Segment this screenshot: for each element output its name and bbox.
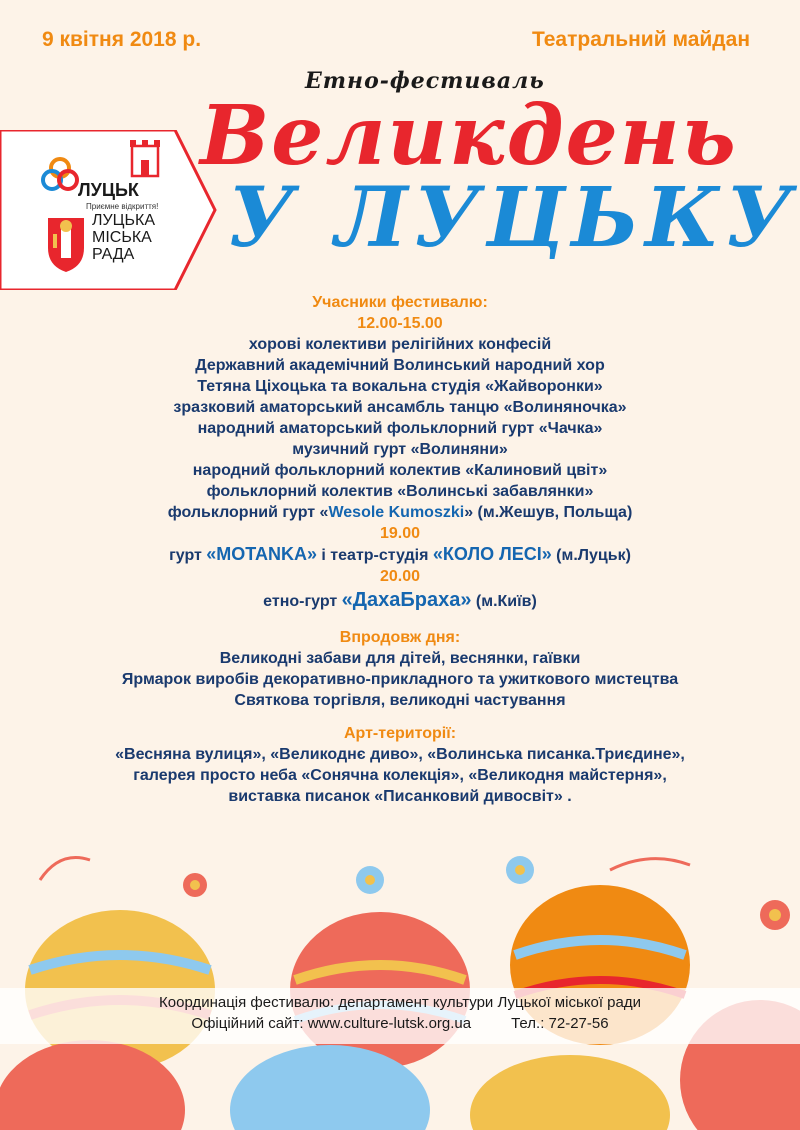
flower-icon <box>356 866 384 894</box>
flower-icon <box>183 873 207 897</box>
event-date: 9 квітня 2018 р. <box>42 28 202 51</box>
text-part: етно-гурт <box>263 593 342 610</box>
evening-line-19 <box>0 544 800 566</box>
band-name: «ДахаБраха» <box>341 589 472 611</box>
council-line: МІСЬКА <box>92 229 152 246</box>
time-slot: 12.00-15.00 <box>357 315 443 332</box>
text-part: (м.Луцьк) <box>551 547 631 564</box>
festival-title-line1: Великдень <box>200 88 738 184</box>
festival-subtitle: Етно-фестиваль <box>305 68 545 94</box>
time-slot: 20.00 <box>379 568 421 585</box>
footer <box>0 988 800 1044</box>
text-part: гурт <box>169 547 207 564</box>
during-day-line: Великодні забави для дітей, веснянки, гаївки <box>219 650 581 667</box>
participants-heading: Учасники фестивалю: <box>312 294 488 311</box>
evening-line-20 <box>0 587 800 615</box>
participant-line: музичний гурт «Волиняни» <box>292 441 508 458</box>
art-line: галерея просто неба «Сонячна колекція», «Великодня майстерня», <box>133 767 667 784</box>
time-slot: 19.00 <box>379 525 421 542</box>
participant-line-wesole <box>0 502 800 523</box>
participant-line: зразковий аматорський ансамбль танцю «Волиняночка» <box>173 399 627 416</box>
council-line: РАДА <box>92 246 135 263</box>
flower-icon <box>760 900 790 930</box>
text-part: (м.Київ) <box>471 593 537 610</box>
during-day-line: Святкова торгівля, великодні частування <box>234 692 566 709</box>
text-part: фольклорний гурт « <box>167 504 329 521</box>
official-site: Офіційний сайт: www.culture-lutsk.org.ua <box>191 1015 472 1032</box>
festival-title-line2: У ЛУЦЬКУ <box>228 170 799 266</box>
art-heading: Арт-території: <box>343 725 457 742</box>
city-council-label <box>92 212 192 263</box>
event-venue: Театральний майдан <box>531 28 750 51</box>
during-day-heading: Впродовж дня: <box>339 629 461 646</box>
phone: Тел.: 72-27-56 <box>511 1015 609 1032</box>
council-line: ЛУЦЬКА <box>92 212 155 229</box>
theatre-name: «КОЛО ЛЕСІ» <box>432 544 552 564</box>
contacts-line <box>0 1013 800 1034</box>
participant-line: народний аматорський фольклорний гурт «Чачка» <box>197 420 603 437</box>
brand-name: ЛУЦЬК <box>78 180 139 200</box>
easter-decoration <box>0 840 800 1130</box>
program <box>0 292 800 807</box>
coordination-line: Координація фестивалю: департамент культури Луцької міської ради <box>159 994 641 1011</box>
art-line: виставка писанок «Писанковий дивосвіт» . <box>228 788 572 805</box>
brand-slogan: Приємне відкриття! <box>86 202 159 211</box>
flower-icon <box>506 856 534 884</box>
participant-line: народний фольклорний колектив «Калиновий цвіт» <box>192 462 608 479</box>
text-part: і театр-студія <box>316 547 433 564</box>
easter-egg-icon <box>470 1055 670 1130</box>
text-part: » (м.Жешув, Польща) <box>464 504 633 521</box>
band-name: Wesole Kumoszki <box>328 504 465 521</box>
coat-of-arms-icon <box>48 218 84 272</box>
art-line: «Весняна вулиця», «Великоднє диво», «Волинська писанка.Триєдине», <box>115 746 685 763</box>
participant-line: хорові колективи релігійних конфесій <box>248 336 552 353</box>
participant-line: Тетяна Ціхоцька та вокальна студія «Жайворонки» <box>197 378 603 395</box>
participant-line: Державний академічний Волинський народний хор <box>195 357 605 374</box>
participant-line: фольклорний колектив «Волинські забавлянки» <box>206 483 594 500</box>
during-day-line: Ярмарок виробів декоративно-прикладного та ужиткового мистецтва <box>121 671 679 688</box>
band-name: «MOTANKA» <box>206 544 317 564</box>
